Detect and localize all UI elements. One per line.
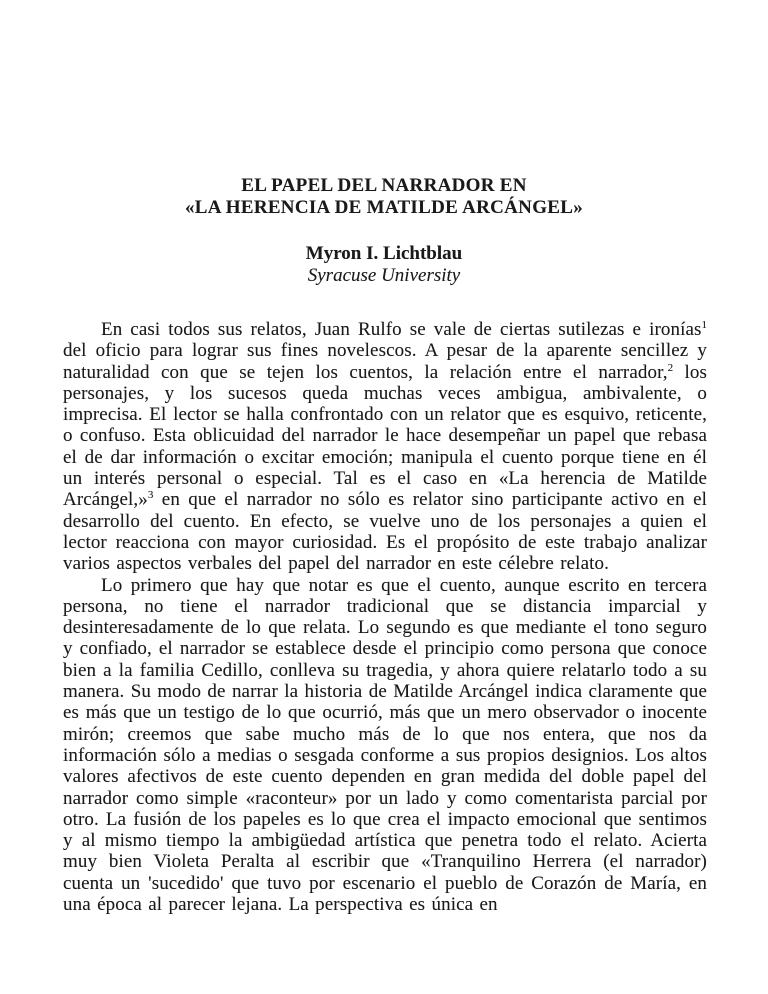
footnote-ref-3: 3 [147, 489, 154, 502]
paragraph-1-text: los personajes, y los sucesos queda muchas veces ambigua, ambivalente, o imprecisa. El lector se halla confrontado con un relator que es esquivo, reticente, o confuso. Esta oblicuidad del narrador le hace desempeñar un papel que rebasa el de dar información o excitar emoción; manipula el cuento porque tiene en él un interés personal o especial. Tal es el caso en «La herencia de Matilde Arcángel,» [63, 361, 707, 511]
footnote-ref-1: 1 [701, 319, 707, 331]
paragraph-1-text: En casi todos sus relatos, Juan Rulfo se vale de ciertas sutilezas e ironías [101, 319, 702, 340]
article-header [0, 0, 768, 287]
footnote-ref-2: 2 [667, 361, 674, 374]
paragraph-1 [63, 319, 707, 575]
paragraph-1-text: del oficio para lograr sus fines novelescos. A pesar de la aparente sencillez y naturalidad con que se tejen los cuentos, la relación entre el narrador, [63, 340, 707, 383]
paragraph-2-text: Lo primero que hay que notar es que el cuento, aunque escrito en tercera persona, no tiene el narrador tradicional que se distancia imparcial y desinteresadamente de lo que relata. Lo segundo es que mediante el tono seguro y confiado, el narrador se establece desde el principio como persona que conoce bien a la familia Cedillo, conlleva su tragedia, y ahora quiere relatarlo todo a su manera. Su modo de narrar la historia de Matilde Arcángel indica claramente que es más que un testigo de lo que ocurrió, más que un mero observador o inocente mirón; creemos que sabe mucho más de lo que nos entera, que nos da información sólo a medias o sesgada conforme a sus propios designios. Los altos valores afectivos de este cuento dependen en gran medida del doble papel del narrador como simple «raconteur» por un lado y como comentarista parcial por otro. La fusión de los papeles es lo que crea el impacto emocional que sentimos y al mismo tiempo la ambigüedad artística que penetra todo el relato. Acierta muy bien Violeta Peralta al escribir que «Tranquilino Herrera (el narrador) cuenta un 'sucedido' que tuvo por escenario el pueblo de Corazón de María, en una época al parecer lejana. La perspectiva es única en [63, 574, 707, 916]
article-body [63, 319, 707, 915]
paragraph-1-text: en que el narrador no sólo es relator sino participante activo en el desarrollo del cuento. En efecto, se vuelve uno de los personajes a quien el lector reacciona con mayor curiosidad. Es el propósito de este trabajo analizar varios aspectos verbales del papel del narrador en este célebre relato. [63, 489, 707, 575]
article-title [0, 175, 768, 219]
title-line-2: «LA HERENCIA DE MATILDE ARCÁNGEL» [184, 197, 584, 218]
author-name: Myron I. Lichtblau [305, 243, 463, 264]
author-affiliation: Syracuse University [307, 265, 461, 286]
paragraph-2 [63, 575, 707, 916]
title-line-1: EL PAPEL DEL NARRADOR EN [241, 175, 527, 196]
